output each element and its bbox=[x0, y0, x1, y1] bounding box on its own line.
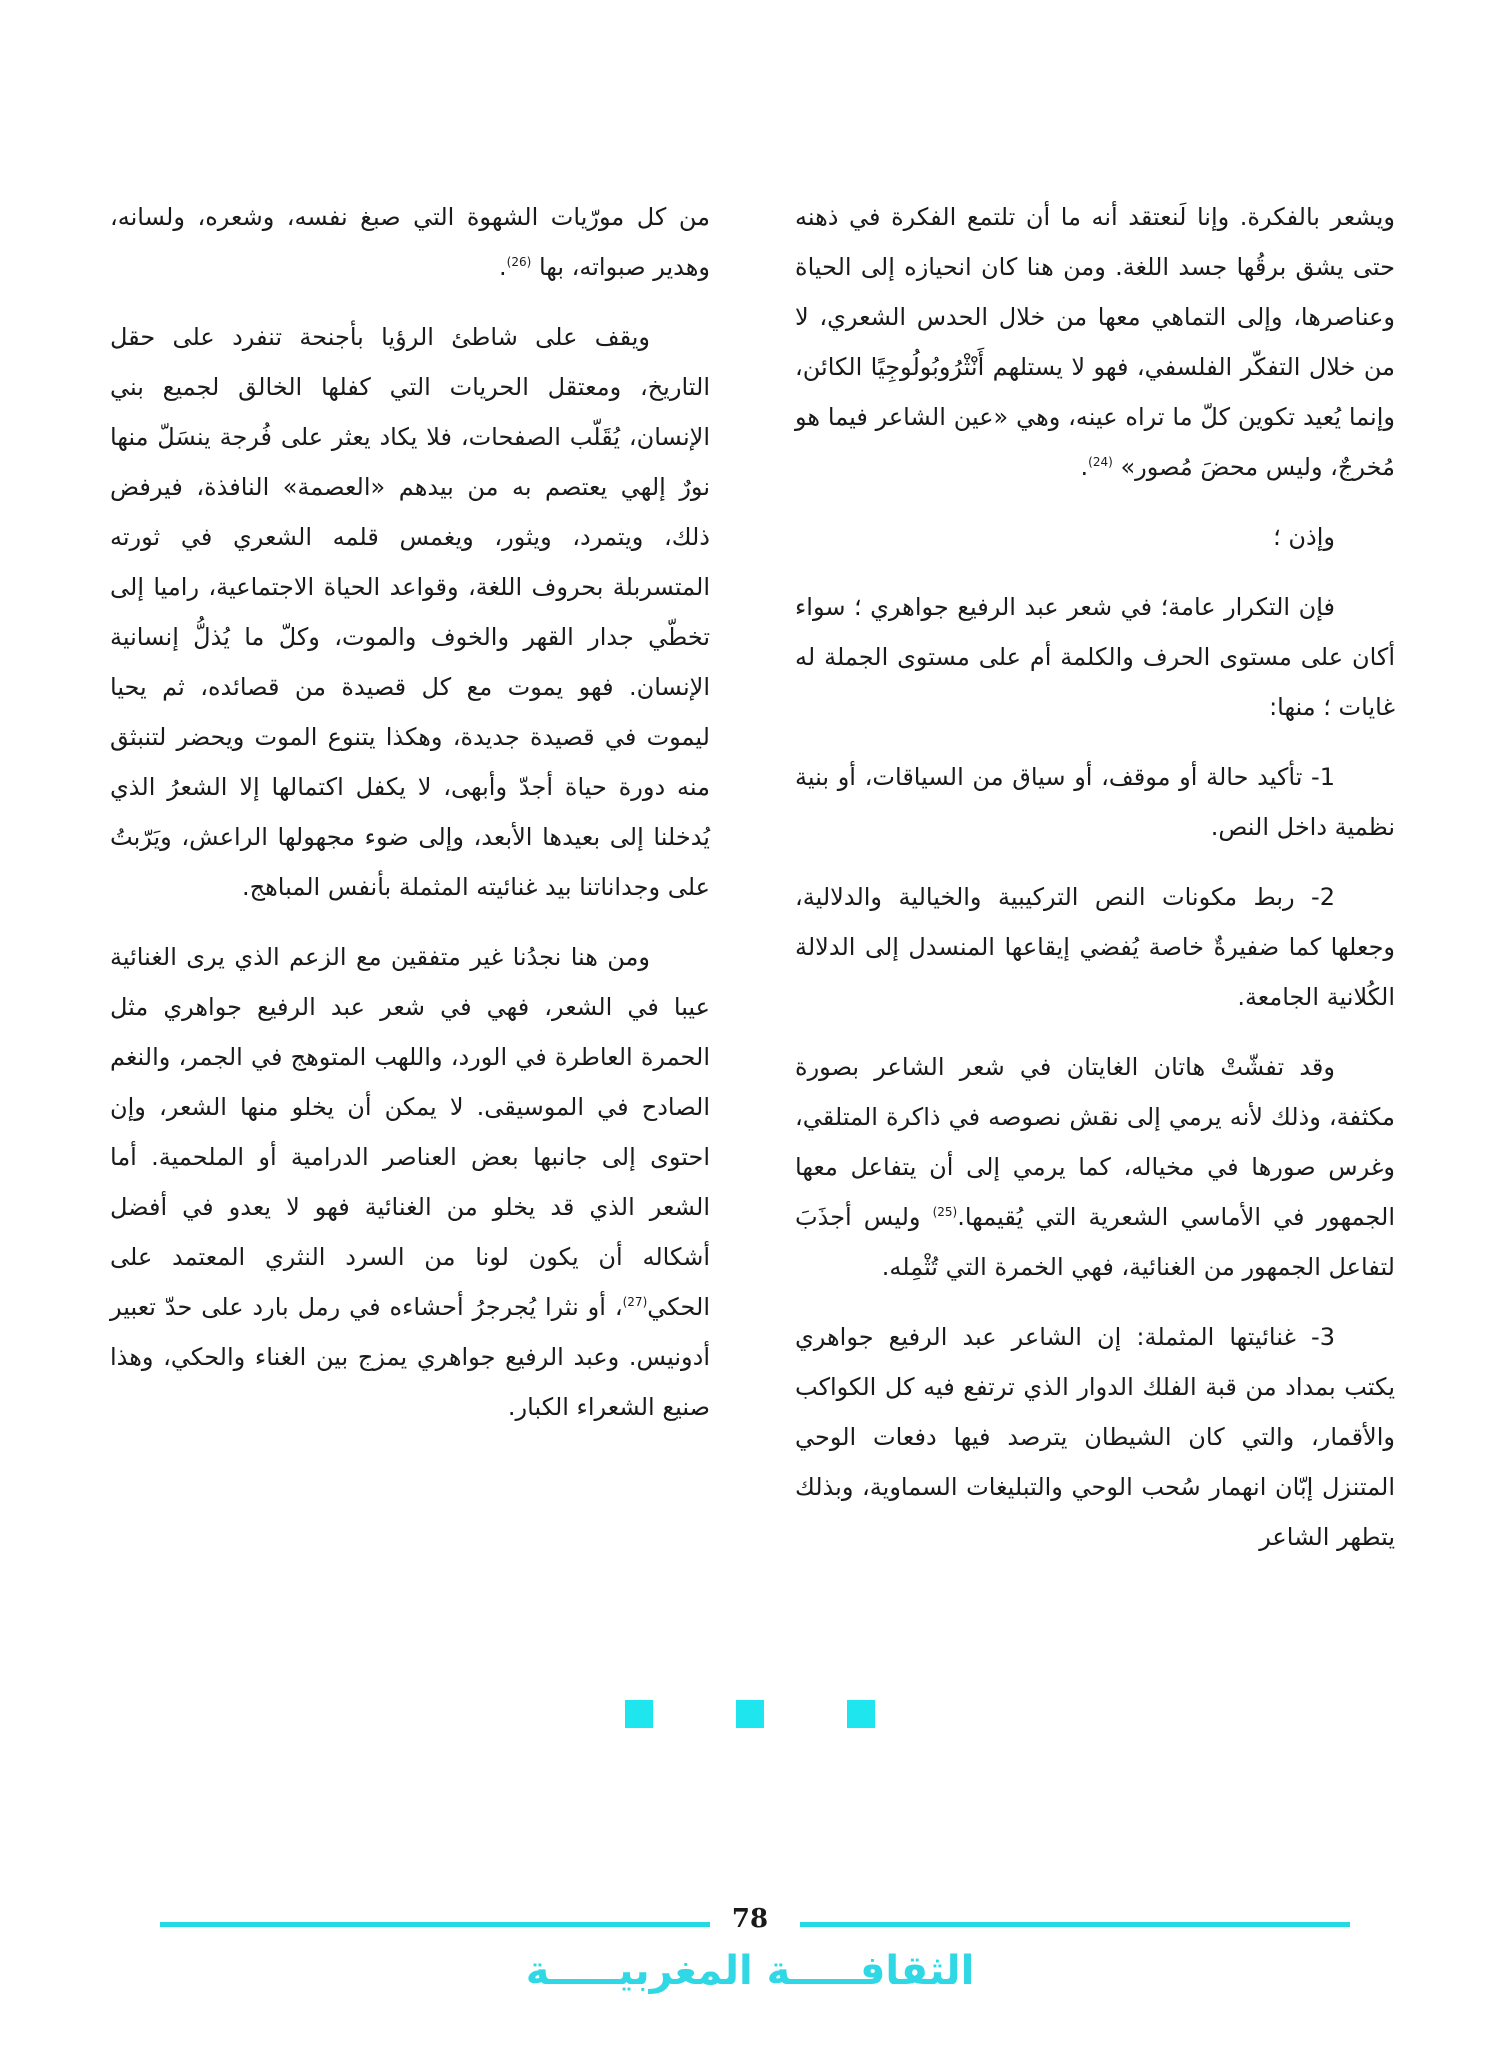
paragraph bbox=[110, 932, 710, 1432]
paragraph bbox=[795, 582, 1395, 732]
paragraph-text: من كل مورّيات الشهوة التي صبغ نفسه، وشعره، ولسانه، وهدير صبواته، بها bbox=[110, 203, 710, 281]
footnote-marker: (27) bbox=[622, 1295, 648, 1309]
paragraph-text: وإذن ؛ bbox=[1273, 523, 1335, 551]
paragraph-text: وقد تفشّتْ هاتان الغايتان في شعر الشاعر بصورة مكثفة، وذلك لأنه يرمي إلى نقش نصوصه في ذاكرة المتلقي، وغرس صورها في مخياله، كما يرمي إلى أن يتفاعل معها الجمهور في الأماسي الشعرية التي يُقيمها. bbox=[795, 1053, 1395, 1231]
footer-rule-left bbox=[160, 1922, 710, 1927]
square-ornament-icon bbox=[736, 1700, 764, 1728]
footnote-marker: (24) bbox=[1088, 455, 1113, 469]
paragraph-tail: وليس أجذَبَ لتفاعل الجمهور من الغنائية، فهي الخمرة التي تُثْمِله. bbox=[795, 1203, 1395, 1281]
paragraph-text: ويقف على شاطئ الرؤيا بأجنحة تنفرد على حقل التاريخ، ومعتقل الحريات التي كفلها الخالق لجميع بني الإنسان، يُقَلّب الصفحات، فلا يكاد يعثر على فُرجة ينسَلّ منها نورٌ إلهي يعتصم به من بيدهم «العصمة» النافذة، فيرفض ذلك، ويتمرد، ويثور، ويغمس قلمه الشعري في ثورته المتسربلة بحروف اللغة، وقواعد الحياة الاجتماعية، راميا إلى تخطّي جدار القهر والخوف والموت، وكلّ ما يُذلُّ إنسانية الإنسان. فهو يموت مع كل قصيدة من قصائده، ثم يحيا ليموت في قصيدة جديدة، وهكذا يتنوع الموت ويحضر لتنبثق منه دورة حياة أجدّ وأبهى، لا يكفل اكتمالها إلا الشعرُ الذي يُدخلنا إلى بعيدها الأبعد، وإلى ضوء مجهولها الراعش، ويَرّبتُ على وجداناتنا بيد غنائيته المثملة بأنفس المباهج. bbox=[110, 323, 710, 901]
paragraph bbox=[110, 192, 710, 292]
paragraph bbox=[795, 192, 1395, 492]
paragraph-tail: ، أو نثرا يُجرجرُ أحشاءه في رمل بارد على حدّ تعبير أدونيس. وعبد الرفيع جواهري يمزج بين الغناء والحكي، وهذا صنيع الشعراء الكبار. bbox=[110, 1293, 710, 1421]
footnote-marker: (26) bbox=[506, 255, 532, 269]
page-number: 78 bbox=[731, 1904, 769, 1934]
list-item-text: 2- ربط مكونات النص التركيبية والخيالية والدلالية، وجعلها كما ضفيرةٌ خاصة يُفضي إيقاعها المنسدل إلى الدلالة الكُلانية الجامعة. bbox=[795, 883, 1395, 1011]
paragraph-text: ويشعر بالفكرة. وإنا لَنعتقد أنه ما أن تلتمع الفكرة في ذهنه حتى يشق برقُها جسد اللغة. ومن هنا كان انحيازه إلى الحياة وعناصرها، وإلى التماهي معها من خلال الحدس الشعري، لا من خلال التفكّر الفلسفي، فهو لا يستلهم أَنْثْرُوبُولُوجِيًا الكائن، وإنما يُعيد تكوين كلّ ما تراه عينه، وهي «عين الشاعر فيما هو مُخرجٌ، وليس محضَ مُصور» bbox=[795, 203, 1395, 481]
left-text-column bbox=[110, 192, 710, 1452]
paragraph bbox=[795, 512, 1395, 562]
square-ornament-icon bbox=[847, 1700, 875, 1728]
paragraph bbox=[110, 312, 710, 912]
list-item bbox=[795, 752, 1395, 852]
list-item bbox=[795, 872, 1395, 1022]
square-ornament-icon bbox=[625, 1700, 653, 1728]
list-item-text: 1- تأكيد حالة أو موقف، أو سياق من السياقات، أو بنية نظمية داخل النص. bbox=[795, 763, 1395, 841]
footnote-marker: (25) bbox=[932, 1205, 958, 1219]
paragraph bbox=[795, 1042, 1395, 1292]
magazine-title: الثقافـــــة المغربيـــــة bbox=[525, 1948, 975, 1994]
list-item-text: 3- غنائيتها المثملة: إن الشاعر عبد الرفيع جواهري يكتب بمداد من قبة الفلك الدوار الذي ترتفع فيه كل الكواكب والأقمار، والتي كان الشيطان يترصد فيها دفعات الوحي المتنزل إبّان انهمار سُحب الوحي والتبليغات السماوية، وبذلك يتطهر الشاعر bbox=[795, 1323, 1395, 1551]
section-divider-ornaments bbox=[625, 1700, 875, 1730]
footer-rule-right bbox=[800, 1922, 1350, 1927]
paragraph-tail: . bbox=[1080, 453, 1089, 481]
paragraph-text: فإن التكرار عامة؛ في شعر عبد الرفيع جواهري ؛ سواء أكان على مستوى الحرف والكلمة أم على مستوى الجملة له غايات ؛ منها: bbox=[795, 593, 1395, 721]
paragraph-tail: . bbox=[499, 253, 507, 281]
paragraph-text: ومن هنا نجدُنا غير متفقين مع الزعم الذي يرى الغنائية عيبا في الشعر، فهي في شعر عبد الرفيع جواهري مثل الحمرة العاطرة في الورد، واللهب المتوهج في الجمر، والنغم الصادح في الموسيقى. لا يمكن أن يخلو منها الشعر، وإن احتوى إلى جانبها بعض العناصر الدرامية أو الملحمية. أما الشعر الذي قد يخلو من الغنائية فهو لا يعدو في أفضل أشكاله أن يكون لونا من السرد النثري المعتمد على الحكي bbox=[110, 943, 710, 1321]
right-text-column bbox=[795, 192, 1395, 1582]
list-item bbox=[795, 1312, 1395, 1562]
